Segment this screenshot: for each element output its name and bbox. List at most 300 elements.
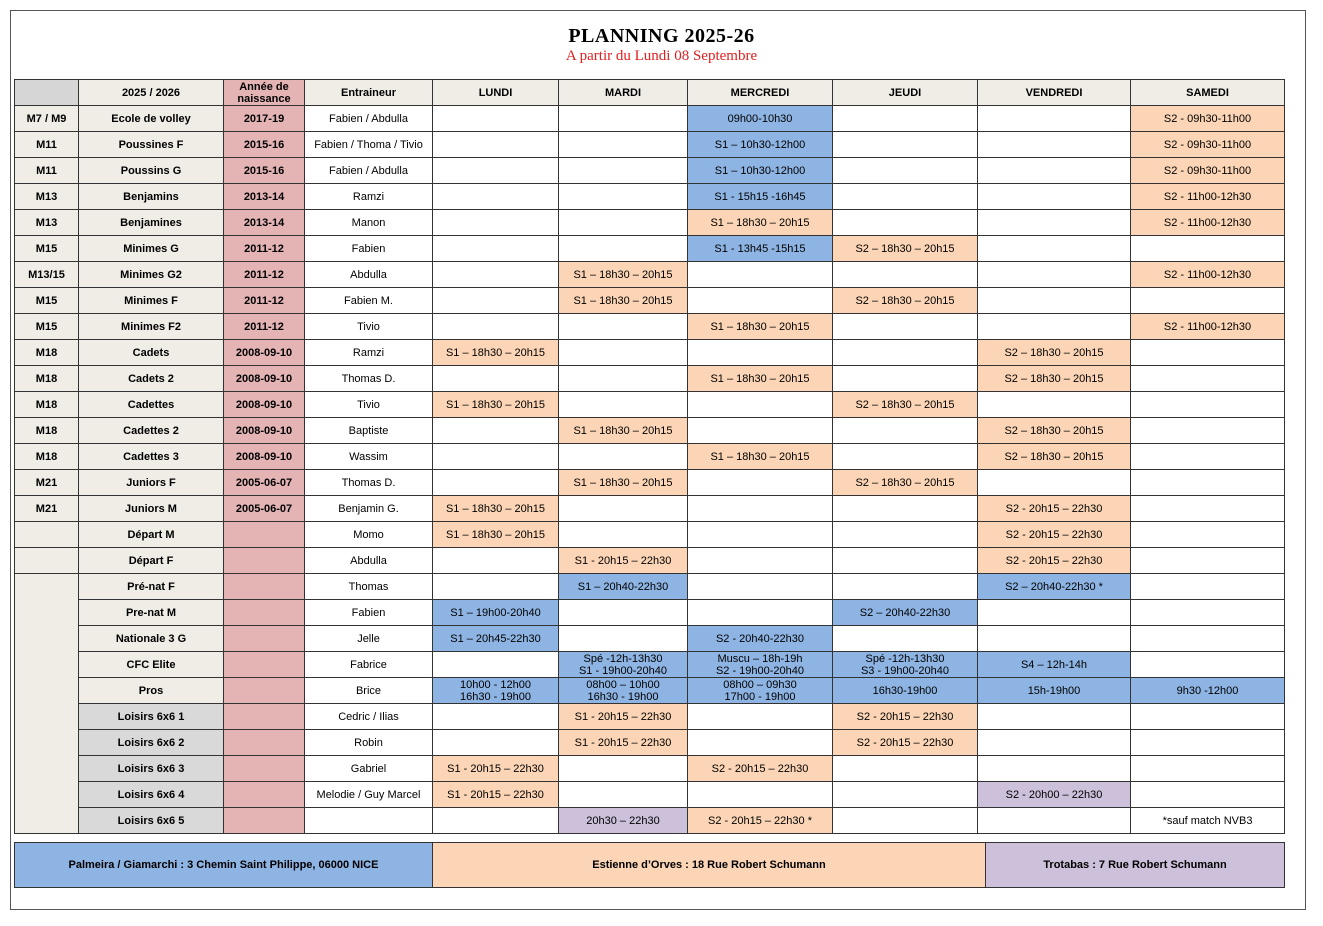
coach-cell: Thomas D. (305, 470, 433, 496)
slot-lundi: S1 - 20h15 – 22h30 (433, 782, 559, 808)
slot-lundi: S1 - 20h15 – 22h30 (433, 756, 559, 782)
slot-mardi: S1 – 20h40-22h30 (559, 574, 688, 600)
coach-cell: Gabriel (305, 756, 433, 782)
slot-jeudi (833, 366, 978, 392)
slot-mercredi (688, 418, 833, 444)
coach-cell: Melodie / Guy Marcel (305, 782, 433, 808)
table-row (15, 496, 1285, 522)
slot-samedi: S2 - 11h00-12h30 (1131, 262, 1285, 288)
slot-mardi: S1 – 18h30 – 20h15 (559, 262, 688, 288)
category-cell: M18 (15, 444, 79, 470)
slot-vendredi (978, 314, 1131, 340)
table-row (15, 600, 1285, 626)
team-cell: Loisirs 6x6 5 (79, 808, 224, 834)
coach-cell: Fabien / Abdulla (305, 106, 433, 132)
team-cell: Benjamins (79, 184, 224, 210)
table-row (15, 574, 1285, 600)
table-row (15, 158, 1285, 184)
slot-jeudi (833, 782, 978, 808)
slot-mardi (559, 184, 688, 210)
slot-samedi (1131, 236, 1285, 262)
slot-lundi (433, 730, 559, 756)
slot-jeudi (833, 522, 978, 548)
table-row (15, 184, 1285, 210)
slot-samedi (1131, 704, 1285, 730)
slot-vendredi (978, 626, 1131, 652)
category-cell: M13 (15, 210, 79, 236)
table-row (15, 808, 1285, 834)
slot-mardi (559, 314, 688, 340)
slot-samedi (1131, 730, 1285, 756)
slot-vendredi (978, 184, 1131, 210)
header-day-mercredi: MERCREDI (688, 80, 833, 106)
slot-samedi (1131, 392, 1285, 418)
slot-line: S1 - 19h00-20h40 (578, 664, 668, 677)
coach-cell: Abdulla (305, 262, 433, 288)
category-cell-merged (15, 574, 79, 834)
slot-mercredi (688, 470, 833, 496)
slot-samedi (1131, 652, 1285, 678)
slot-vendredi: S2 - 20h00 – 22h30 (978, 782, 1131, 808)
slot-vendredi (978, 210, 1131, 236)
slot-jeudi (833, 626, 978, 652)
team-cell: Pré-nat F (79, 574, 224, 600)
slot-vendredi (978, 132, 1131, 158)
header-birth-year-line1: Année de (239, 80, 289, 93)
page-subtitle: A partir du Lundi 08 Septembre (565, 48, 758, 64)
team-cell: Minimes G2 (79, 262, 224, 288)
slot-jeudi: S2 - 20h15 – 22h30 (833, 704, 978, 730)
slot-vendredi: S2 – 18h30 – 20h15 (978, 366, 1131, 392)
category-cell: M15 (15, 314, 79, 340)
slot-line: Spé -12h-13h30 (865, 652, 945, 665)
table-row (15, 626, 1285, 652)
slot-jeudi (833, 314, 978, 340)
birth-year-cell: 2013-14 (224, 184, 305, 210)
category-cell (15, 548, 79, 574)
location-trotabas: Trotabas : 7 Rue Robert Schumann (986, 843, 1285, 888)
birth-year-cell (224, 782, 305, 808)
team-cell: Loisirs 6x6 4 (79, 782, 224, 808)
header-row (15, 80, 1285, 106)
birth-year-cell (224, 756, 305, 782)
location-palmeira: Palmeira / Giamarchi : 3 Chemin Saint Philippe, 06000 NICE (15, 843, 433, 888)
slot-mardi (559, 678, 688, 704)
slot-jeudi (833, 418, 978, 444)
slot-vendredi: S2 – 20h40-22h30 * (978, 574, 1131, 600)
slot-vendredi (978, 704, 1131, 730)
category-cell (15, 522, 79, 548)
slot-mercredi (688, 704, 833, 730)
slot-samedi (1131, 470, 1285, 496)
slot-jeudi (833, 340, 978, 366)
table-row (15, 288, 1285, 314)
slot-mardi (559, 236, 688, 262)
birth-year-cell: 2015-16 (224, 158, 305, 184)
slot-samedi (1131, 418, 1285, 444)
slot-mardi (559, 366, 688, 392)
birth-year-cell: 2011-12 (224, 262, 305, 288)
slot-mardi: 20h30 – 22h30 (559, 808, 688, 834)
header-day-mardi: MARDI (559, 80, 688, 106)
slot-lundi (433, 262, 559, 288)
team-cell: Benjamines (79, 210, 224, 236)
slot-mardi (559, 782, 688, 808)
slot-mercredi: S2 - 20h15 – 22h30 * (688, 808, 833, 834)
slot-lundi: S1 – 18h30 – 20h15 (433, 496, 559, 522)
birth-year-cell: 2011-12 (224, 288, 305, 314)
slot-samedi (1131, 782, 1285, 808)
slot-line: Spé -12h-13h30 (583, 652, 663, 665)
slot-lundi: S1 – 18h30 – 20h15 (433, 340, 559, 366)
slot-line: 17h00 - 19h00 (724, 690, 796, 703)
birth-year-cell: 2011-12 (224, 314, 305, 340)
category-cell: M7 / M9 (15, 106, 79, 132)
team-cell: Ecole de volley (79, 106, 224, 132)
slot-jeudi (833, 808, 978, 834)
team-cell: Cadets 2 (79, 366, 224, 392)
slot-mardi: S1 - 20h15 – 22h30 (559, 730, 688, 756)
slot-mardi (559, 210, 688, 236)
coach-cell: Benjamin G. (305, 496, 433, 522)
birth-year-cell: 2008-09-10 (224, 340, 305, 366)
slot-mercredi (688, 340, 833, 366)
slot-lundi (433, 574, 559, 600)
coach-cell: Fabien (305, 236, 433, 262)
slot-vendredi (978, 756, 1131, 782)
header-birth-year (224, 80, 305, 106)
team-cell: Cadettes 2 (79, 418, 224, 444)
slot-vendredi: S2 - 20h15 – 22h30 (978, 496, 1131, 522)
slot-mardi (559, 600, 688, 626)
slot-lundi (433, 366, 559, 392)
header-day-samedi: SAMEDI (1131, 80, 1285, 106)
slot-jeudi: S2 – 18h30 – 20h15 (833, 392, 978, 418)
slot-mercredi (688, 600, 833, 626)
slot-line: 10h00 - 12h00 (460, 678, 531, 691)
birth-year-cell (224, 808, 305, 834)
slot-mardi (559, 340, 688, 366)
slot-mercredi (688, 730, 833, 756)
birth-year-cell (224, 600, 305, 626)
slot-samedi (1131, 444, 1285, 470)
slot-vendredi: S2 – 18h30 – 20h15 (978, 444, 1131, 470)
birth-year-cell (224, 574, 305, 600)
coach-cell: Manon (305, 210, 433, 236)
slot-mercredi: S1 – 18h30 – 20h15 (688, 314, 833, 340)
birth-year-cell: 2008-09-10 (224, 366, 305, 392)
slot-jeudi (833, 756, 978, 782)
table-row (15, 704, 1285, 730)
team-cell: Pre-nat M (79, 600, 224, 626)
slot-vendredi (978, 600, 1131, 626)
slot-mardi (559, 392, 688, 418)
slot-mardi: S1 – 18h30 – 20h15 (559, 418, 688, 444)
table-row (15, 366, 1285, 392)
slot-mercredi: S1 – 18h30 – 20h15 (688, 444, 833, 470)
slot-vendredi: 15h-19h00 (978, 678, 1131, 704)
slot-vendredi: S2 – 18h30 – 20h15 (978, 340, 1131, 366)
slot-mercredi: S1 - 13h45 -15h15 (688, 236, 833, 262)
slot-vendredi: S4 – 12h-14h (978, 652, 1131, 678)
table-row (15, 210, 1285, 236)
slot-mercredi (688, 548, 833, 574)
coach-cell: Tivio (305, 392, 433, 418)
team-cell: Juniors M (79, 496, 224, 522)
team-cell: Minimes F2 (79, 314, 224, 340)
category-cell: M21 (15, 496, 79, 522)
coach-cell (305, 808, 433, 834)
table-row (15, 340, 1285, 366)
coach-cell: Wassim (305, 444, 433, 470)
coach-cell: Brice (305, 678, 433, 704)
table-row (15, 756, 1285, 782)
team-cell: Pros (79, 678, 224, 704)
header-day-lundi: LUNDI (433, 80, 559, 106)
team-cell: CFC Elite (79, 652, 224, 678)
slot-samedi (1131, 366, 1285, 392)
slot-jeudi (833, 548, 978, 574)
birth-year-cell (224, 548, 305, 574)
slot-vendredi (978, 236, 1131, 262)
schedule-body (15, 106, 1285, 834)
table-row (15, 236, 1285, 262)
slot-vendredi (978, 470, 1131, 496)
table-row (15, 548, 1285, 574)
birth-year-cell (224, 730, 305, 756)
category-cell: M21 (15, 470, 79, 496)
slot-jeudi (833, 496, 978, 522)
slot-line: 08h00 – 10h00 (586, 678, 660, 691)
location-estienne-dorves: Estienne d’Orves : 18 Rue Robert Schumann (433, 843, 986, 888)
birth-year-cell: 2015-16 (224, 132, 305, 158)
slot-mercredi: S1 – 18h30 – 20h15 (688, 210, 833, 236)
slot-mercredi: S2 - 20h15 – 22h30 (688, 756, 833, 782)
slot-lundi (433, 418, 559, 444)
slot-jeudi (833, 574, 978, 600)
slot-mardi (559, 652, 688, 678)
slot-samedi (1131, 548, 1285, 574)
slot-mercredi (688, 782, 833, 808)
slot-lundi (433, 210, 559, 236)
slot-mardi: S1 – 18h30 – 20h15 (559, 288, 688, 314)
coach-cell: Ramzi (305, 340, 433, 366)
table-row (15, 132, 1285, 158)
slot-lundi (433, 236, 559, 262)
coach-cell: Thomas (305, 574, 433, 600)
table-row (15, 262, 1285, 288)
slot-lundi (433, 652, 559, 678)
slot-jeudi (833, 444, 978, 470)
slot-lundi (433, 158, 559, 184)
team-cell: Cadettes 3 (79, 444, 224, 470)
category-cell: M13 (15, 184, 79, 210)
slot-vendredi (978, 808, 1131, 834)
slot-lundi: S1 – 20h45-22h30 (433, 626, 559, 652)
coach-cell: Cedric / Ilias (305, 704, 433, 730)
table-row (15, 314, 1285, 340)
birth-year-cell: 2008-09-10 (224, 444, 305, 470)
slot-mardi (559, 444, 688, 470)
slot-line: S3 - 19h00-20h40 (860, 664, 950, 677)
category-cell: M11 (15, 158, 79, 184)
slot-mardi (559, 756, 688, 782)
slot-vendredi (978, 158, 1131, 184)
slot-vendredi: S2 – 18h30 – 20h15 (978, 418, 1131, 444)
slot-jeudi (833, 184, 978, 210)
slot-jeudi: S2 - 20h15 – 22h30 (833, 730, 978, 756)
table-row (15, 652, 1285, 678)
birth-year-cell (224, 704, 305, 730)
team-cell: Cadets (79, 340, 224, 366)
slot-samedi (1131, 522, 1285, 548)
coach-cell: Momo (305, 522, 433, 548)
slot-mercredi (688, 288, 833, 314)
table-row (15, 782, 1285, 808)
slot-jeudi (833, 210, 978, 236)
slot-jeudi (833, 132, 978, 158)
category-cell: M15 (15, 236, 79, 262)
category-cell: M18 (15, 366, 79, 392)
slot-mercredi (688, 262, 833, 288)
slot-line: Muscu – 18h-19h (717, 652, 803, 665)
header-day-jeudi: JEUDI (833, 80, 978, 106)
coach-cell: Abdulla (305, 548, 433, 574)
slot-samedi (1131, 288, 1285, 314)
table-row (15, 392, 1285, 418)
category-cell: M13/15 (15, 262, 79, 288)
birth-year-cell: 2017-19 (224, 106, 305, 132)
slot-lundi: S1 – 18h30 – 20h15 (433, 392, 559, 418)
slot-mardi (559, 496, 688, 522)
slot-mercredi: S1 – 18h30 – 20h15 (688, 366, 833, 392)
slot-mardi: S1 - 20h15 – 22h30 (559, 704, 688, 730)
schedule-table (14, 79, 1285, 834)
table-row (15, 678, 1285, 704)
slot-jeudi: 16h30-19h00 (833, 678, 978, 704)
birth-year-cell: 2005-06-07 (224, 496, 305, 522)
slot-mercredi: S1 - 15h15 -16h45 (688, 184, 833, 210)
coach-cell: Robin (305, 730, 433, 756)
locations-legend (14, 842, 1285, 888)
table-row (15, 418, 1285, 444)
slot-mercredi: 09h00-10h30 (688, 106, 833, 132)
slot-lundi (433, 132, 559, 158)
slot-line: S2 - 19h00-20h40 (715, 664, 805, 677)
slot-samedi: S2 - 09h30-11h00 (1131, 158, 1285, 184)
slot-mercredi (688, 392, 833, 418)
team-cell: Départ M (79, 522, 224, 548)
birth-year-cell (224, 626, 305, 652)
slot-vendredi (978, 262, 1131, 288)
slot-mercredi: S2 - 20h40-22h30 (688, 626, 833, 652)
page-title: PLANNING 2025-26 (568, 25, 755, 47)
slot-jeudi: S2 – 18h30 – 20h15 (833, 236, 978, 262)
table-row (15, 444, 1285, 470)
team-cell: Poussines F (79, 132, 224, 158)
header-day-vendredi: VENDREDI (978, 80, 1131, 106)
slot-samedi: S2 - 09h30-11h00 (1131, 106, 1285, 132)
slot-samedi: S2 - 11h00-12h30 (1131, 210, 1285, 236)
slot-jeudi (833, 262, 978, 288)
coach-cell: Fabrice (305, 652, 433, 678)
slot-jeudi (833, 652, 978, 678)
slot-samedi: 9h30 -12h00 (1131, 678, 1285, 704)
coach-cell: Fabien / Abdulla (305, 158, 433, 184)
slot-samedi: S2 - 09h30-11h00 (1131, 132, 1285, 158)
slot-samedi (1131, 340, 1285, 366)
slot-lundi: S1 – 19h00-20h40 (433, 600, 559, 626)
slot-mardi (559, 132, 688, 158)
category-cell: M15 (15, 288, 79, 314)
coach-cell: Fabien (305, 600, 433, 626)
category-cell: M18 (15, 418, 79, 444)
slot-mardi: S1 – 18h30 – 20h15 (559, 470, 688, 496)
slot-mardi (559, 522, 688, 548)
team-cell: Juniors F (79, 470, 224, 496)
slot-mercredi (688, 522, 833, 548)
slot-lundi (433, 808, 559, 834)
coach-cell: Ramzi (305, 184, 433, 210)
slot-vendredi: S2 - 20h15 – 22h30 (978, 548, 1131, 574)
team-cell: Poussins G (79, 158, 224, 184)
slot-mardi (559, 626, 688, 652)
category-cell: M18 (15, 340, 79, 366)
slot-mercredi (688, 496, 833, 522)
team-cell: Loisirs 6x6 2 (79, 730, 224, 756)
slot-mercredi (688, 574, 833, 600)
slot-samedi (1131, 600, 1285, 626)
slot-lundi (433, 548, 559, 574)
header-category (15, 80, 79, 106)
slot-lundi (433, 106, 559, 132)
coach-cell: Fabien / Thoma / Tivio (305, 132, 433, 158)
table-row (15, 522, 1285, 548)
slot-jeudi (833, 106, 978, 132)
slot-jeudi: S2 – 18h30 – 20h15 (833, 288, 978, 314)
coach-cell: Thomas D. (305, 366, 433, 392)
header-season: 2025 / 2026 (79, 80, 224, 106)
slot-mardi: S1 - 20h15 – 22h30 (559, 548, 688, 574)
team-cell: Minimes F (79, 288, 224, 314)
slot-samedi (1131, 574, 1285, 600)
coach-cell: Tivio (305, 314, 433, 340)
slot-vendredi (978, 106, 1131, 132)
slot-jeudi (833, 158, 978, 184)
coach-cell: Baptiste (305, 418, 433, 444)
header-coach: Entraineur (305, 80, 433, 106)
slot-lundi (433, 678, 559, 704)
slot-mardi (559, 106, 688, 132)
slot-line: 16h30 - 19h00 (460, 690, 531, 703)
birth-year-cell (224, 652, 305, 678)
slot-jeudi: S2 – 18h30 – 20h15 (833, 470, 978, 496)
birth-year-cell: 2005-06-07 (224, 470, 305, 496)
slot-lundi: S1 – 18h30 – 20h15 (433, 522, 559, 548)
birth-year-cell: 2008-09-10 (224, 392, 305, 418)
slot-vendredi (978, 392, 1131, 418)
slot-jeudi: S2 – 20h40-22h30 (833, 600, 978, 626)
birth-year-cell (224, 522, 305, 548)
slot-mercredi: S1 – 10h30-12h00 (688, 132, 833, 158)
slot-samedi: S2 - 11h00-12h30 (1131, 184, 1285, 210)
slot-samedi (1131, 496, 1285, 522)
slot-lundi (433, 470, 559, 496)
coach-cell: Fabien M. (305, 288, 433, 314)
slot-line: 08h00 – 09h30 (723, 678, 797, 691)
slot-lundi (433, 704, 559, 730)
birth-year-cell (224, 678, 305, 704)
